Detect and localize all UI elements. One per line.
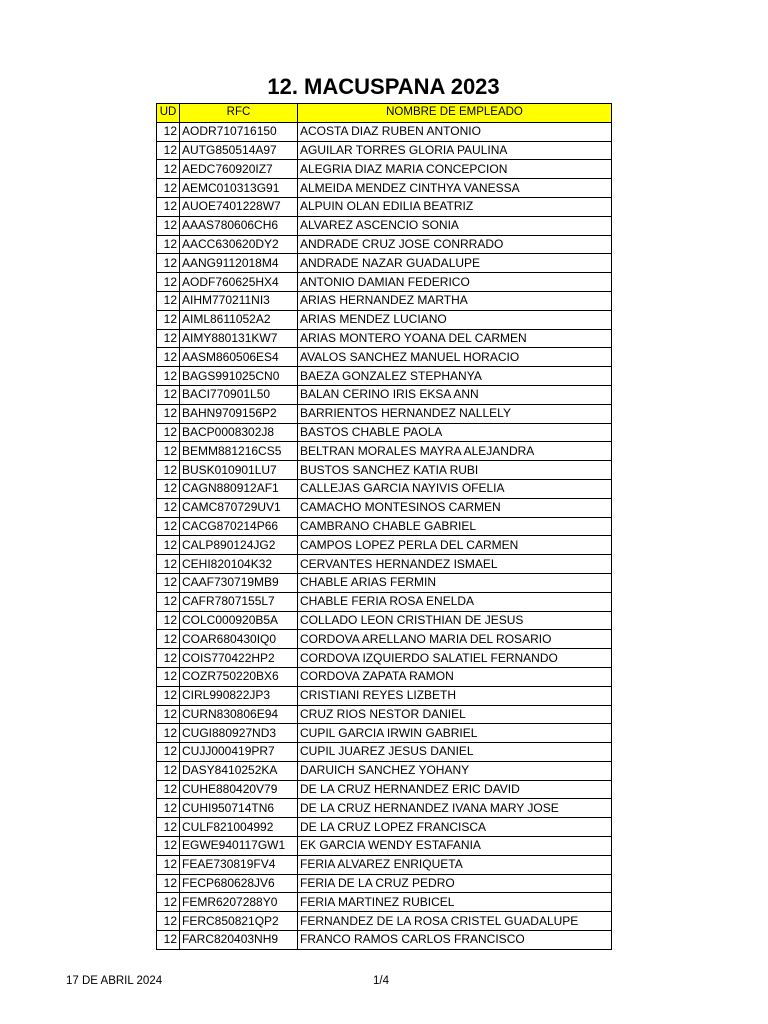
ud-cell: 12 [157,855,180,874]
table-row [157,649,612,668]
rfc-cell: CURN830806E94 [180,705,298,724]
table-row [157,818,612,837]
name-cell: ALPUIN OLAN EDILIA BEATRIZ [298,197,612,216]
table-row [157,498,612,517]
name-cell: AVALOS SANCHEZ MANUEL HORACIO [298,348,612,367]
ud-cell: 12 [157,931,180,950]
table-row [157,197,612,216]
table-row [157,912,612,931]
ud-cell: 12 [157,555,180,574]
ud-cell: 12 [157,536,180,555]
table-row [157,743,612,762]
rfc-cell: CAFR7807155L7 [180,592,298,611]
rfc-cell: CAAF730719MB9 [180,573,298,592]
rfc-cell: AEDC760920IZ7 [180,160,298,179]
name-cell: CHABLE ARIAS FERMIN [298,573,612,592]
name-cell: CUPIL JUAREZ JESUS DANIEL [298,743,612,762]
name-cell: DE LA CRUZ LOPEZ FRANCISCA [298,818,612,837]
ud-cell: 12 [157,367,180,386]
footer-date: 17 DE ABRIL 2024 [66,975,163,987]
ud-cell: 12 [157,799,180,818]
name-cell: CRISTIANI REYES LIZBETH [298,686,612,705]
ud-cell: 12 [157,573,180,592]
table-row [157,179,612,198]
ud-cell: 12 [157,273,180,292]
ud-cell: 12 [157,761,180,780]
table-row [157,555,612,574]
rfc-cell: BAGS991025CN0 [180,367,298,386]
rfc-cell: BAHN9709156P2 [180,404,298,423]
ud-cell: 12 [157,649,180,668]
ud-cell: 12 [157,611,180,630]
rfc-cell: CEHI820104K32 [180,555,298,574]
table-row [157,705,612,724]
rfc-cell: BACP0008302J8 [180,423,298,442]
name-cell: CORDOVA ARELLANO MARIA DEL ROSARIO [298,630,612,649]
table-row [157,799,612,818]
ud-cell: 12 [157,423,180,442]
name-cell: ANTONIO DAMIAN FEDERICO [298,273,612,292]
table-row [157,235,612,254]
ud-cell: 12 [157,385,180,404]
name-cell: FERIA ALVAREZ ENRIQUETA [298,855,612,874]
rfc-cell: AIMY880131KW7 [180,329,298,348]
table-row [157,611,612,630]
table-row [157,479,612,498]
name-cell: ARIAS MENDEZ LUCIANO [298,310,612,329]
ud-cell: 12 [157,837,180,856]
header-name: NOMBRE DE EMPLEADO [298,104,612,123]
name-cell: BUSTOS SANCHEZ KATIA RUBI [298,461,612,480]
rfc-cell: BACI770901L50 [180,385,298,404]
name-cell: FERIA DE LA CRUZ PEDRO [298,874,612,893]
header-row [157,104,612,123]
name-cell: CUPIL GARCIA IRWIN GABRIEL [298,724,612,743]
ud-cell: 12 [157,216,180,235]
rfc-cell: AIML8611052A2 [180,310,298,329]
table-row [157,837,612,856]
name-cell: DARUICH SANCHEZ YOHANY [298,761,612,780]
table-row [157,780,612,799]
table-row [157,573,612,592]
rfc-cell: AAAS780606CH6 [180,216,298,235]
rfc-cell: DASY8410252KA [180,761,298,780]
rfc-cell: FARC820403NH9 [180,931,298,950]
rfc-cell: FEAE730819FV4 [180,855,298,874]
table-row [157,291,612,310]
ud-cell: 12 [157,818,180,837]
ud-cell: 12 [157,479,180,498]
name-cell: ARIAS HERNANDEZ MARTHA [298,291,612,310]
ud-cell: 12 [157,592,180,611]
ud-cell: 12 [157,404,180,423]
name-cell: AGUILAR TORRES GLORIA PAULINA [298,141,612,160]
ud-cell: 12 [157,686,180,705]
name-cell: ANDRADE NAZAR GUADALUPE [298,254,612,273]
ud-cell: 12 [157,724,180,743]
rfc-cell: CULF821004992 [180,818,298,837]
name-cell: ALVAREZ ASCENCIO SONIA [298,216,612,235]
ud-cell: 12 [157,141,180,160]
ud-cell: 12 [157,705,180,724]
rfc-cell: CUHE880420V79 [180,780,298,799]
name-cell: CORDOVA ZAPATA RAMON [298,667,612,686]
table-row [157,348,612,367]
rfc-cell: FERC850821QP2 [180,912,298,931]
header-rfc: RFC [180,104,298,123]
rfc-cell: COZR750220BX6 [180,667,298,686]
ud-cell: 12 [157,329,180,348]
name-cell: ARIAS MONTERO YOANA DEL CARMEN [298,329,612,348]
ud-cell: 12 [157,197,180,216]
name-cell: CAMACHO MONTESINOS CARMEN [298,498,612,517]
ud-cell: 12 [157,160,180,179]
table-row [157,686,612,705]
name-cell: BAEZA GONZALEZ STEPHANYA [298,367,612,386]
name-cell: CHABLE FERIA ROSA ENELDA [298,592,612,611]
rfc-cell: BEMM881216CS5 [180,442,298,461]
name-cell: CERVANTES HERNANDEZ ISMAEL [298,555,612,574]
table-row [157,160,612,179]
name-cell: FERIA MARTINEZ RUBICEL [298,893,612,912]
rfc-cell: CAMC870729UV1 [180,498,298,517]
table-row [157,329,612,348]
rfc-cell: AODR710716150 [180,122,298,141]
rfc-cell: BUSK010901LU7 [180,461,298,480]
name-cell: FRANCO RAMOS CARLOS FRANCISCO [298,931,612,950]
table-row [157,874,612,893]
ud-cell: 12 [157,667,180,686]
rfc-cell: CUGI880927ND3 [180,724,298,743]
rfc-cell: AANG9112018M4 [180,254,298,273]
table-row [157,855,612,874]
rfc-cell: COAR680430IQ0 [180,630,298,649]
employee-table [156,103,612,950]
rfc-cell: CALP890124JG2 [180,536,298,555]
table-row [157,254,612,273]
table-row [157,536,612,555]
name-cell: BASTOS CHABLE PAOLA [298,423,612,442]
ud-cell: 12 [157,122,180,141]
table-header [157,104,612,123]
rfc-cell: AODF760625HX4 [180,273,298,292]
name-cell: ACOSTA DIAZ RUBEN ANTONIO [298,122,612,141]
table-row [157,630,612,649]
ud-cell: 12 [157,442,180,461]
name-cell: CRUZ RIOS NESTOR DANIEL [298,705,612,724]
table-row [157,893,612,912]
name-cell: DE LA CRUZ HERNANDEZ ERIC DAVID [298,780,612,799]
rfc-cell: COLC000920B5A [180,611,298,630]
page-number: 1/4 [373,975,389,987]
ud-cell: 12 [157,893,180,912]
name-cell: EK GARCIA WENDY ESTAFANIA [298,837,612,856]
rfc-cell: AEMC010313G91 [180,179,298,198]
header-ud: UD [157,104,180,123]
rfc-cell: AACC630620DY2 [180,235,298,254]
table-row [157,761,612,780]
ud-cell: 12 [157,498,180,517]
ud-cell: 12 [157,874,180,893]
rfc-cell: AUTG850514A97 [180,141,298,160]
name-cell: CAMBRANO CHABLE GABRIEL [298,517,612,536]
ud-cell: 12 [157,310,180,329]
table-row [157,667,612,686]
ud-cell: 12 [157,630,180,649]
table-row [157,141,612,160]
name-cell: FERNANDEZ DE LA ROSA CRISTEL GUADALUPE [298,912,612,931]
ud-cell: 12 [157,179,180,198]
ud-cell: 12 [157,743,180,762]
rfc-cell: CUJJ000419PR7 [180,743,298,762]
rfc-cell: EGWE940117GW1 [180,837,298,856]
name-cell: ALEGRIA DIAZ MARIA CONCEPCION [298,160,612,179]
table-row [157,367,612,386]
name-cell: DE LA CRUZ HERNANDEZ IVANA MARY JOSE [298,799,612,818]
ud-cell: 12 [157,461,180,480]
ud-cell: 12 [157,291,180,310]
table-row [157,461,612,480]
ud-cell: 12 [157,517,180,536]
name-cell: BALAN CERINO IRIS EKSA ANN [298,385,612,404]
table-row [157,592,612,611]
name-cell: CALLEJAS GARCIA NAYIVIS OFELIA [298,479,612,498]
ud-cell: 12 [157,348,180,367]
name-cell: BARRIENTOS HERNANDEZ NALLELY [298,404,612,423]
table-row [157,273,612,292]
name-cell: ALMEIDA MENDEZ CINTHYA VANESSA [298,179,612,198]
rfc-cell: FECP680628JV6 [180,874,298,893]
name-cell: CORDOVA IZQUIERDO SALATIEL FERNANDO [298,649,612,668]
rfc-cell: AIHM770211NI3 [180,291,298,310]
ud-cell: 12 [157,912,180,931]
table-row [157,122,612,141]
table-row [157,423,612,442]
name-cell: COLLADO LEON CRISTHIAN DE JESUS [298,611,612,630]
table-row [157,216,612,235]
ud-cell: 12 [157,235,180,254]
ud-cell: 12 [157,780,180,799]
name-cell: CAMPOS LOPEZ PERLA DEL CARMEN [298,536,612,555]
name-cell: BELTRAN MORALES MAYRA ALEJANDRA [298,442,612,461]
table-row [157,310,612,329]
rfc-cell: AASM860506ES4 [180,348,298,367]
rfc-cell: CIRL990822JP3 [180,686,298,705]
rfc-cell: AUOE7401228W7 [180,197,298,216]
table-row [157,931,612,950]
ud-cell: 12 [157,254,180,273]
table-row [157,724,612,743]
table-body [157,122,612,949]
rfc-cell: COIS770422HP2 [180,649,298,668]
table-row [157,404,612,423]
table-row [157,517,612,536]
rfc-cell: CAGN880912AF1 [180,479,298,498]
rfc-cell: CUHI950714TN6 [180,799,298,818]
name-cell: ANDRADE CRUZ JOSE CONRRADO [298,235,612,254]
page-title: 12. MACUSPANA 2023 [267,74,500,99]
table-row [157,442,612,461]
table-row [157,385,612,404]
rfc-cell: FEMR6207288Y0 [180,893,298,912]
rfc-cell: CACG870214P66 [180,517,298,536]
